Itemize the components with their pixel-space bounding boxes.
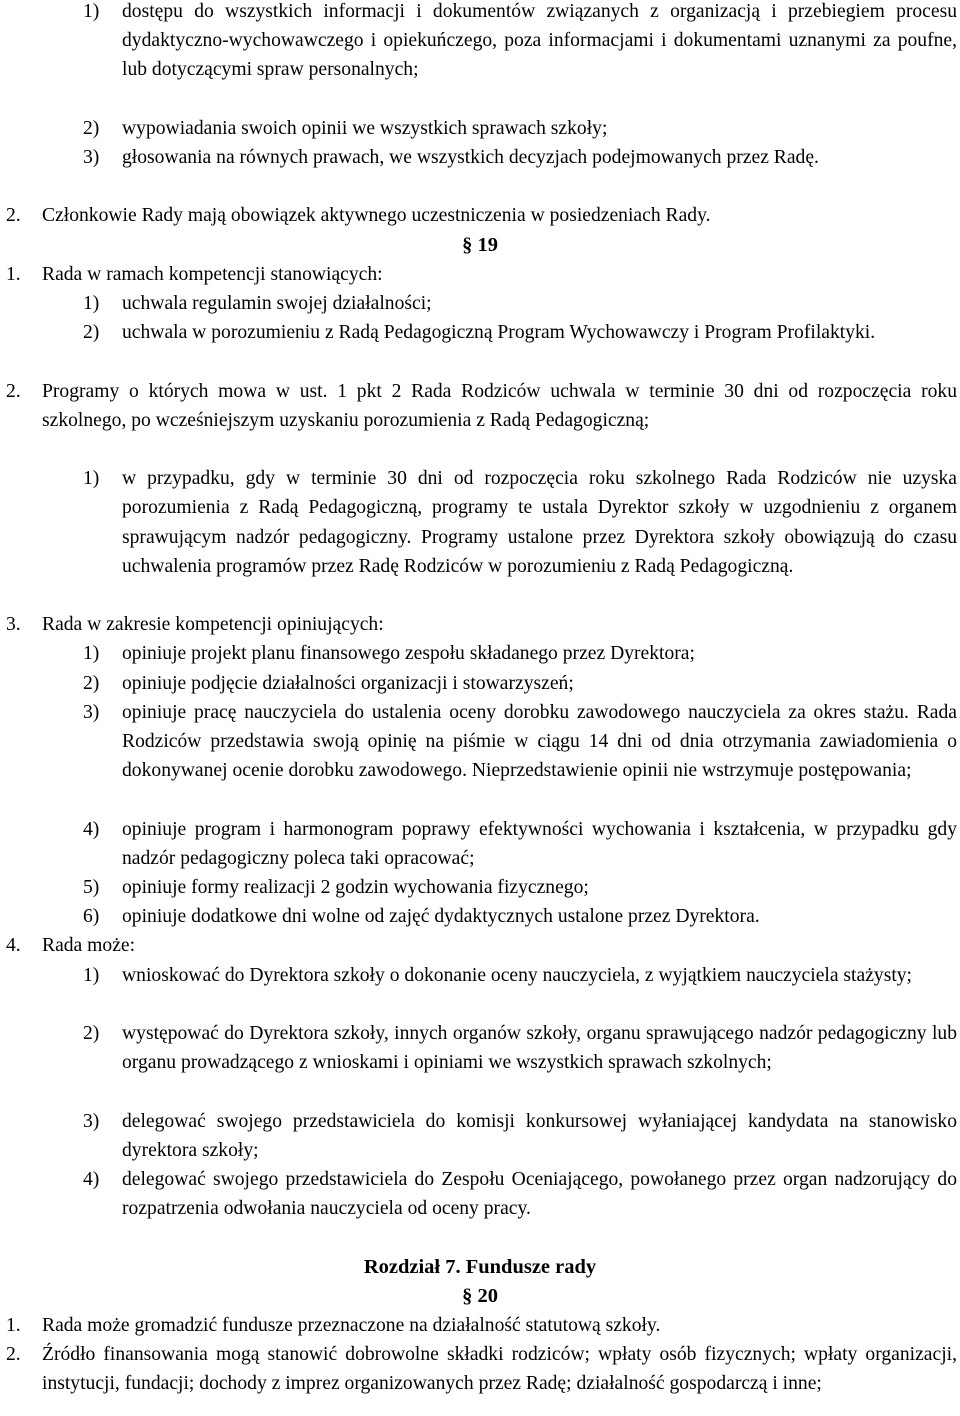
item-number: 3) bbox=[83, 147, 100, 168]
item-number: 3) bbox=[83, 701, 100, 723]
item-text: opiniuje podjęcie działalności organizacji i stowarzyszeń; bbox=[122, 672, 574, 694]
section-heading: § 20 bbox=[462, 1284, 498, 1307]
item-number: 6) bbox=[83, 906, 100, 928]
item-text: opiniuje pracę nauczyciela do ustalenia oceny dorobku zawodowego nauczyciela za okres stażu. Rada Rodziców przedstawia swoją opinię na piśmie w ciągu 14 dni od dnia otrzymania zawiadomienia o dokonywanej ocenie dorobku zawodowego. Nieprzedstawienie opinii nie wstrzymuje postępowania; bbox=[122, 701, 957, 782]
list-item bbox=[83, 318, 957, 347]
item-text: delegować swojego przedstawiciela do Zespołu Oceniającego, powołanego przez organ nadzorujący do rozpatrzenia odwołania nauczyciela od oceny pracy. bbox=[122, 1169, 957, 1220]
list-item bbox=[83, 669, 957, 698]
item-number: 3. bbox=[6, 614, 21, 636]
item-text: występować do Dyrektora szkoły, innych organów szkoły, organu sprawującego nadzór pedagogiczny lub organu prowadzącego z wnioskami i opiniami we wszystkich sprawach szkolnych; bbox=[122, 1023, 957, 1074]
paragraph bbox=[6, 377, 957, 435]
paragraph bbox=[6, 931, 957, 960]
item-number: 2. bbox=[6, 205, 21, 227]
paragraph bbox=[6, 1311, 957, 1340]
item-number: 1) bbox=[83, 964, 100, 986]
item-text: głosowania na równych prawach, we wszystkich decyzjach podejmowanych przez Radę. bbox=[122, 147, 819, 168]
item-number: 1) bbox=[83, 643, 100, 665]
list-item bbox=[83, 902, 957, 931]
list-item bbox=[83, 114, 957, 143]
item-text: opiniuje formy realizacji 2 godzin wychowania fizycznego; bbox=[122, 877, 589, 898]
paragraph bbox=[6, 1340, 957, 1398]
item-text: dostępu do wszystkich informacji i dokumentów związanych z organizacją i przebiegiem procesu dydaktyczno-wychowawczego i opiekuńczego, poza informacjami i dokumentami uznanymi za poufne, lub dotyczącymi spraw personalnych; bbox=[122, 1, 957, 81]
item-number: 1. bbox=[6, 263, 21, 285]
item-number: 1) bbox=[83, 1, 100, 22]
item-number: 4. bbox=[6, 935, 21, 957]
item-number: 2) bbox=[83, 672, 100, 694]
item-number: 2. bbox=[6, 1344, 21, 1366]
item-text: delegować swojego przedstawiciela do komisji konkursowej wyłaniającej kandydata na stanowisko dyrektora szkoły; bbox=[122, 1110, 957, 1161]
item-number: 2. bbox=[6, 380, 21, 402]
item-text: Rada może: bbox=[42, 935, 136, 957]
item-text: Rada może gromadzić fundusze przeznaczone na działalność statutową szkoły. bbox=[42, 1315, 661, 1336]
list-item bbox=[83, 639, 957, 668]
item-text: Rada w ramach kompetencji stanowiących: bbox=[42, 263, 383, 285]
item-text: w przypadku, gdy w terminie 30 dni od rozpoczęcia roku szkolnego Rada Rodziców nie uzyska porozumienia z Radą Pedagogiczną, programy te ustala Dyrektor szkoły w uzgodnieniu z organem sprawującym nadzór pedagogiczny. Programy ustalone przez Dyrektora szkoły obowiązują do czasu uchwalenia programów przez Radę Rodziców w porozumieniu z Radą Pedagogiczną. bbox=[122, 468, 957, 577]
chapter-heading: Rozdział 7. Fundusze rady bbox=[363, 1255, 597, 1278]
list-item bbox=[83, 143, 957, 172]
item-text: Źródło finansowania mogą stanowić dobrowolne składki rodziców; wpłaty osób fizycznych; wpłaty organizacji, instytucji, fundacji; dochody z imprez organizowanych przez Radę; działalność gospodarczą i inne; bbox=[42, 1344, 957, 1395]
item-number: 2) bbox=[83, 117, 100, 139]
paragraph bbox=[6, 260, 957, 289]
item-number: 2) bbox=[83, 1023, 100, 1044]
list-item bbox=[83, 289, 957, 318]
item-text: opiniuje program i harmonogram poprawy efektywności wychowania i kształcenia, w przypadku gdy nadzór pedagogiczny poleca taki opracować; bbox=[122, 818, 957, 869]
item-text: Programy o których mowa w ust. 1 pkt 2 Rada Rodziców uchwala w terminie 30 dni od rozpoczęcia roku szkolnego, po wcześniejszym uzyskaniu porozumienia z Radą Pedagogiczną; bbox=[42, 380, 957, 431]
list-item bbox=[83, 0, 957, 85]
item-number: 4) bbox=[83, 1169, 100, 1190]
item-text: opiniuje projekt planu finansowego zespołu składanego przez Dyrektora; bbox=[122, 643, 695, 665]
section-heading: § 19 bbox=[462, 233, 498, 256]
list-item bbox=[83, 961, 957, 990]
list-item bbox=[83, 464, 957, 581]
list-item bbox=[83, 873, 957, 902]
item-number: 4) bbox=[83, 818, 100, 840]
item-text: Rada w zakresie kompetencji opiniujących: bbox=[42, 614, 384, 636]
item-text: wypowiadania swoich opinii we wszystkich sprawach szkoły; bbox=[122, 117, 608, 139]
list-item bbox=[83, 1107, 957, 1165]
item-number: 5) bbox=[83, 877, 100, 898]
item-number: 1) bbox=[83, 468, 100, 490]
list-item bbox=[83, 1019, 957, 1077]
item-text: uchwala regulamin swojej działalności; bbox=[122, 293, 432, 314]
list-item bbox=[83, 1165, 957, 1223]
item-number: 2) bbox=[83, 322, 100, 344]
paragraph bbox=[6, 201, 957, 230]
item-number: 1. bbox=[6, 1315, 21, 1336]
item-number: 3) bbox=[83, 1110, 100, 1132]
list-item bbox=[83, 698, 957, 786]
item-text: wnioskować do Dyrektora szkoły o dokonanie oceny nauczyciela, z wyjątkiem nauczyciela stażysty; bbox=[122, 964, 912, 986]
paragraph bbox=[6, 610, 957, 639]
list-item bbox=[83, 815, 957, 873]
item-text: Członkowie Rady mają obowiązek aktywnego uczestniczenia w posiedzeniach Rady. bbox=[42, 205, 711, 227]
item-number: 1) bbox=[83, 293, 100, 314]
item-text: opiniuje dodatkowe dni wolne od zajęć dydaktycznych ustalone przez Dyrektora. bbox=[122, 906, 760, 928]
item-text: uchwala w porozumieniu z Radą Pedagogiczną Program Wychowawczy i Program Profilaktyki. bbox=[122, 322, 876, 344]
